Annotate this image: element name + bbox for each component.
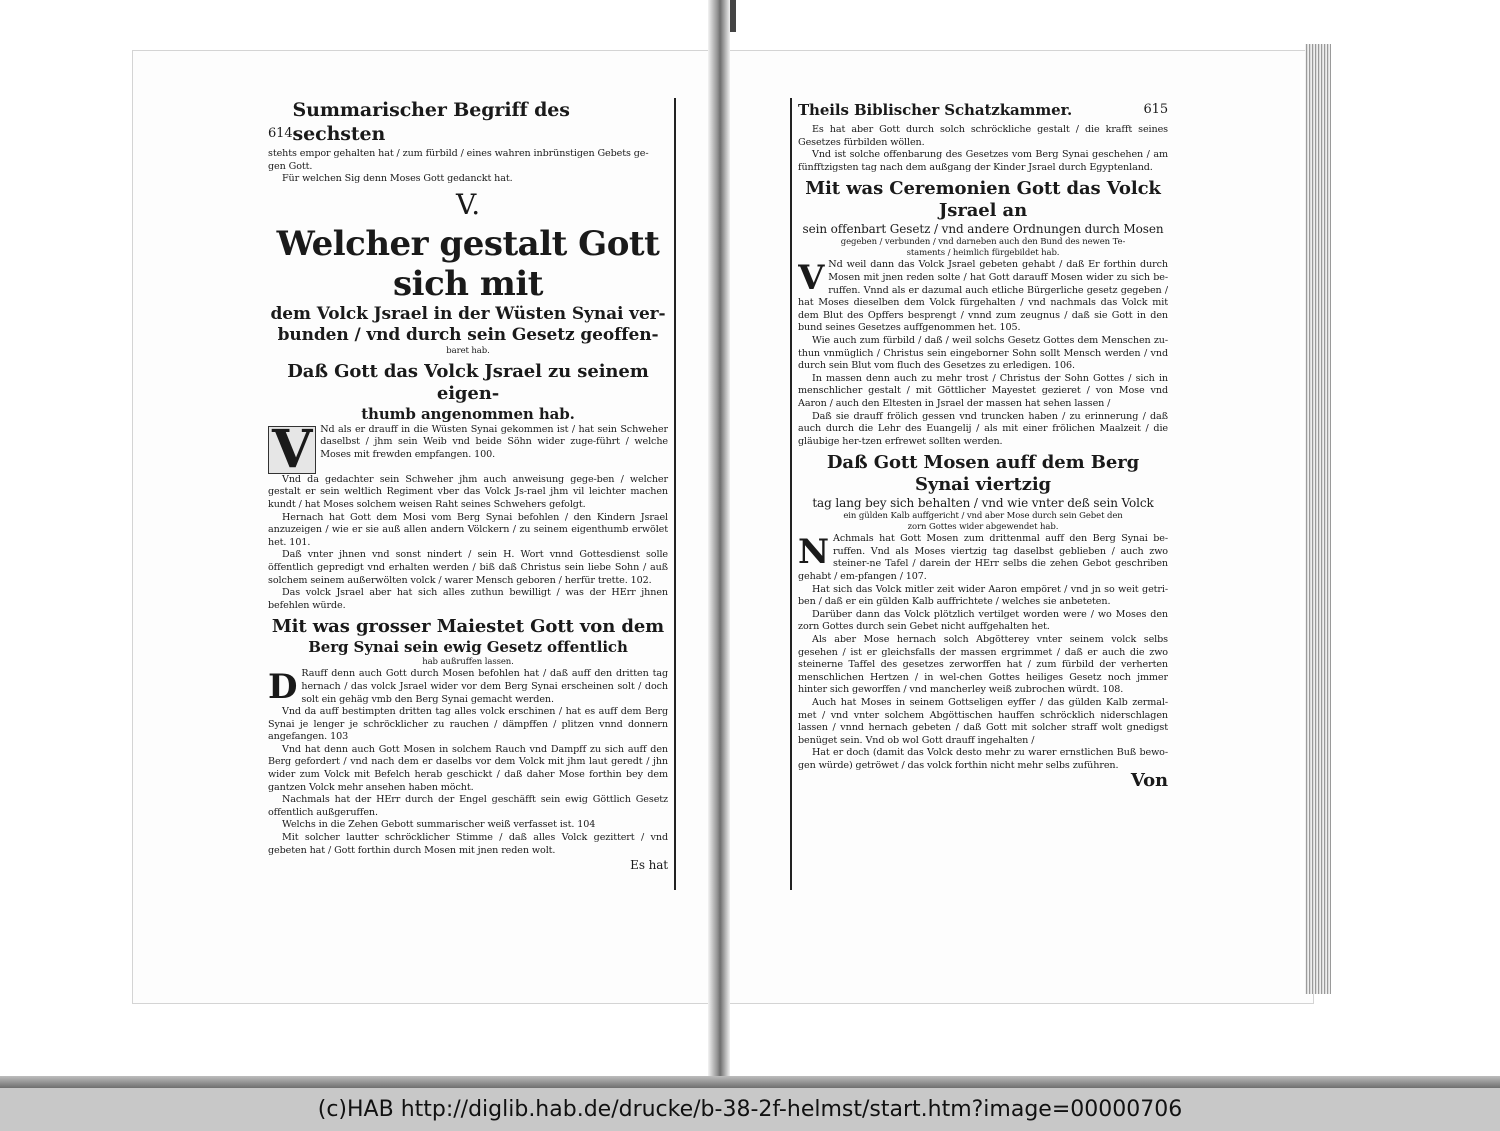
left-section1-para-1: [268, 424, 668, 474]
right-section1-title: Mit was Ceremonien Gott das Volck Jsrael an: [805, 178, 1161, 222]
right-opening-para-1: Es hat aber Gott durch solch schröckliche gestalt / die krafft seines Gesetzes fürbilden wöllen.: [798, 124, 1168, 148]
left-section1-para-3: Hernach hat Gott dem Mosi vom Berg Synai befohlen / den Kindern Jsrael anzuzeigen / wie er sie auß allen andern Völckern / zu seinem eigenthumb erwölet het. 101.: [268, 511, 668, 548]
right-section2-dropcap: N: [798, 533, 829, 573]
left-opening-line-2: gen Gott.: [268, 160, 313, 172]
right-section1-para-2: Wie auch zum fürbild / daß / weil solchs Gesetz Gottes dem Menschen zu-thun vnmüglich / Christus sein eingeborner Sohn sollt Mensch werden / vnd durch sein Blut vom fluch des Gesetzes zu erledigen. 106.: [798, 334, 1168, 372]
left-section2-title: Mit was grosser Maiestet Gott von dem: [271, 616, 665, 638]
left-section2-dropcap: D: [268, 668, 298, 707]
right-section2-title3: ein gülden Kalb auffgericht / vnd aber Mose durch sein Gebet den: [843, 511, 1123, 522]
left-section1-title2: thumb angenommen hab.: [361, 404, 575, 423]
left-page-number: 614: [268, 126, 293, 141]
left-section1-title: Daß Gott das Volck Jsrael zu seinem eigen-: [287, 360, 649, 404]
left-section2-para-3: Vnd hat denn auch Gott Mosen in solchem Rauch vnd Dampff zu sich auff den Berg gefordert / vnd nach dem er daselbs vor dem Volck mit jhm laut geredt / jhn wider zum Volck mit Befelch herab geschickt / daß daher Mose forthin bey dem gantzen Volck mehr ansehen haben möcht.: [268, 743, 668, 793]
right-section2-para-3: Darüber dann das Volck plötzlich vertilget worden were / wo Moses den zorn Gottes durch sein Gebet nicht auffgehalten het.: [798, 608, 1168, 633]
right-catchword: Von: [1130, 769, 1168, 791]
left-section1-para-4: Daß vnter jhnen vnd sonst nindert / sein H. Wort vnnd Gottesdienst solle öffentlich gepredigt vnd erhalten werden / biß daß Christus sein liebe Sohn / auß solchem seinem außerwölten volck / warer Mensch geboren / herfür trette. 102.: [268, 549, 668, 586]
left-catchword: Es hat: [630, 858, 668, 873]
right-section1-para-3: In massen denn auch zu mehr trost / Christus der Sohn Gottes / sich in menschlicher gestalt / mit Göttlicher Mayestet gezieret / von Mose vnd Aaron / auch den Eltesten in Jsrael der massen hat sehen lassen /: [798, 372, 1168, 409]
left-section2-title2: Berg Synai sein ewig Gesetz offentlich: [308, 638, 628, 657]
right-page-number: 615: [1143, 102, 1168, 117]
chapter-title-sub2: bunden / vnd durch sein Gesetz geoffen-: [277, 324, 659, 345]
left-section1-para-5: Das volck Jsrael aber hat sich alles zuthun bewilligt / was der HErr jhnen befehlen würde.: [268, 587, 668, 611]
left-running-head: [268, 98, 668, 146]
chapter-title-small: baret hab.: [446, 345, 490, 356]
left-section2-para-5: Welchs in die Zehen Gebott summarischer weiß verfasset ist. 104: [282, 819, 596, 831]
right-section1-para-4: Daß sie drauff frölich gessen vnd truncken haben / zu erinnerung / daß auch durch die Lehr des Euangelij / als mit einer frölichen Maalzeit / die gläubige her-tzen erfrewet sollten werden.: [798, 410, 1168, 447]
chapter-roman-numeral: V.: [455, 187, 481, 221]
left-section2-para-1-text: Rauff denn auch Gott durch Mosen befohlen hat / daß auff den dritten tag hernach / das volck Jsrael wider vor dem Berg Synai erscheinen solt / doch solt ein gehäg vmb den Berg Synai gemacht werden.: [301, 668, 668, 705]
right-opening-para-2: Vnd ist solche offenbarung des Gesetzes vom Berg Synai geschehen / am fünfftzigsten tag nach dem außgang der Kinder Jsrael durch Egyptenland.: [798, 149, 1168, 173]
left-opening-line-3: Für welchen Sig denn Moses Gott gedanckt hat.: [282, 173, 513, 185]
footer-url-text: (c)HAB http://diglib.hab.de/drucke/b-38-2f-helmst/start.htm?image=00000706: [317, 1097, 1183, 1122]
left-section1-para-1-text: Nd als er drauff in die Wüsten Synai gekommen ist / hat sein Schweher daselbst / jhm sein Weib vnd beide Söhn wider zuge-führt / welche Moses mit frewden empfangen. 100.: [320, 423, 668, 460]
right-section2-para-4: Als aber Mose hernach solch Abgötterey vnter seinem volck selbs gesehen / ist er gleichsfalls der massen ergrimmet / daß er auch die zwo steinerne Taffel des gesetzes zerworffen hat / zum fürbild der verherten menschlichen Hertzen / in wel-chen Gottes heiliges Gesetz noch jmmer hinter sich geworffen / vnd mancherley weiß zubrochen würdt. 108.: [798, 634, 1168, 696]
book-spine: [708, 0, 730, 1076]
page-edge: [1305, 44, 1331, 994]
left-header-title: Summarischer Begriff des sechsten: [292, 99, 570, 145]
chapter-title-sub: dem Volck Jsrael in der Wüsten Synai ver-: [270, 303, 666, 324]
right-section1-para-1: [798, 259, 1168, 335]
right-section1-title2: sein offenbart Gesetz / vnd andere Ordnungen durch Mosen: [802, 222, 1164, 237]
right-header-title: Theils Biblischer Schatzkammer.: [798, 101, 1073, 119]
scan-bottom-shadow: [0, 1076, 1500, 1088]
right-text-column: [790, 98, 1168, 890]
left-section2-title3: hab außruffen lassen.: [422, 657, 514, 668]
right-section2-title: Daß Gott Mosen auff dem Berg Synai viertzig: [826, 452, 1140, 496]
right-section1-title3: gegeben / verbunden / vnd darneben auch den Bund des newen Te-: [840, 237, 1126, 248]
left-section1-para-2: Vnd da gedachter sein Schweher jhm auch anweisung gege-ben / welcher gestalt er sein weltlich Regiment vber das Volck Js-rael jhm vil leichter machen kundt / hat Moses solchem weisen Raht seines Schwehers gefolgt.: [268, 473, 668, 510]
left-opening-line-1: stehts empor gehalten hat / zum fürbild / eines wahren inbrünstigen Gebets ge-: [268, 148, 649, 159]
chapter-title-big: Welcher gestalt Gott sich mit: [276, 223, 660, 304]
right-section1-title4: staments / heimlich fürgebildet hab.: [906, 248, 1060, 259]
left-text-column: [268, 98, 676, 890]
right-section2-para-6: Hat er doch (damit das Volck desto mehr zu warer ernstlichen Buß bewo-gen würde) getröwet / das volck forthin nicht mehr selbs zuführen.: [798, 747, 1168, 771]
left-section2-para-6: Mit solcher lautter schröcklicher Stimme / daß alles Volck gezittert / vnd gebeten hat / Gott forthin durch Mosen mit jnen reden wolt.: [268, 832, 668, 856]
right-section2-para-1: [798, 533, 1168, 583]
right-section1-dropcap: V: [798, 259, 825, 299]
left-section2-para-1: [268, 668, 668, 706]
right-section2-para-1-text: Achmals hat Gott Mosen zum drittenmal auff den Berg Synai be-ruffen. Vnd als Moses viertzig tag daselbst geblieben / auch zwo steiner-ne Tafel / darein der HErr selbs die zehen Gebot geschriben gehabt / em-pfangen / 107.: [798, 533, 1168, 583]
right-section2-para-2: Hat sich das Volck mitler zeit wider Aaron empöret / vnd jn so weit getri-ben / daß er ein gülden Kalb auffrichtete / welches sie anbeteten.: [798, 583, 1168, 608]
right-section1-para-1-text: Nd weil dann das Volck Jsrael gebeten gehabt / daß Er forthin durch Mosen mit jnen reden solte / hat Gott darauff Mosen wider zu sich be-ruffen. Vnnd als er dazumal auch etliche Bürgerliche gesetz gegeben / hat Moses dieselben dem Volck fürgehalten / vnd nachmals das Volck mit dem Blut des Opffers besprengt / vnnd zum zeugnus / daß sie Gott in den bund seines Gesetzes auffgenommen het. 105.: [798, 259, 1168, 334]
left-section2-para-4: Nachmals hat der HErr durch der Engel geschäfft sein ewig Göttlich Gesetz offentlich außgeruffen.: [268, 794, 668, 818]
right-section2-title4: zorn Gottes wider abgewendet hab.: [907, 522, 1059, 533]
right-section2-title2: tag lang bey sich behalten / vnd wie vnter deß sein Volck: [812, 496, 1154, 511]
left-section1-dropcap: V: [268, 426, 316, 474]
right-running-head: [798, 98, 1168, 122]
left-section2-para-2: Vnd da auff bestimpten dritten tag alles volck erschinen / hat es auff dem Berg Synai je lenger je schröcklicher zu rauchen / dämpffen / plitzen vnnd donnern angefangen. 103: [268, 706, 668, 743]
right-section2-para-5: Auch hat Moses in seinem Gottseligen eyffer / das gülden Kalb zermal-met / vnd vnter solchem Abgöttischen hauffen schröcklich niderschlagen lassen / vnnd hernach gebeten / daß Gott mit solcher straff wolt gnedigst benüget sein. Vnd ob wol Gott drauff ingehalten /: [798, 697, 1168, 746]
